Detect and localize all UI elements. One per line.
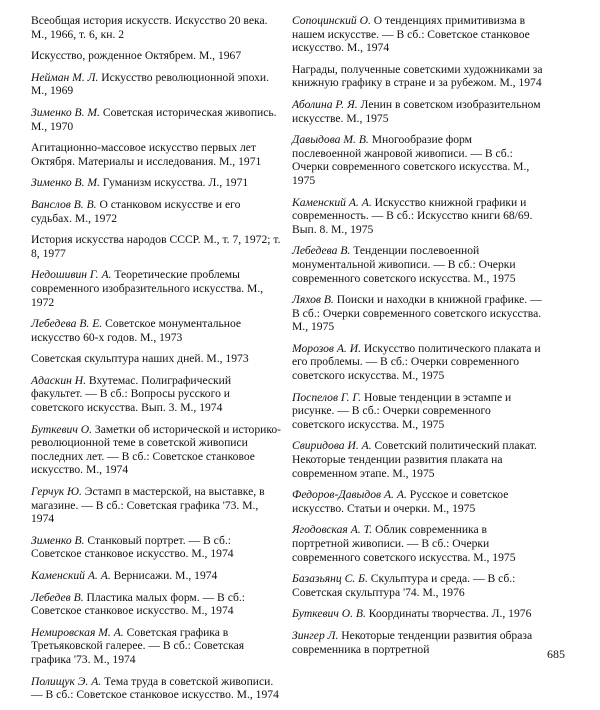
bibliography-entry: Зименко В. Станковый портрет. — В сб.: Советское станковое искусство. М., 1974: [31, 533, 234, 561]
bibliography-entry: Каменский А. А. Искусство книжной графики и современность. — В сб.: Искусство книги 68/69. Вып. 8. М., 1975: [292, 195, 533, 236]
bibliography-entry: Полищук Э. А. Тема труда в советской живописи. — В сб.: Советское станковое искусство. М., 1974: [31, 674, 279, 702]
bibliography-entry: Сопоцинский О. О тенденциях примитивизма в нашем искусстве. — В сб.: Советское станковое искусство. М., 1974: [292, 14, 530, 55]
bibliography-entry: История искусства народов СССР. М., т. 7, 1972; т. 8, 1977: [31, 233, 281, 260]
bibliography-right-column: [292, 14, 544, 664]
bibliography-entry: Агитационно-массовое искусство первых лет Октября. Материалы и исследования. М., 1971: [31, 141, 262, 168]
bibliography-entry: Зименко В. М. Советская историческая живопись. М., 1970: [31, 105, 277, 133]
bibliography-entry: Немировская М. А. Советская графика в Третьяковской галерее. — В сб.: Советская графика '73. М., 1974: [31, 625, 245, 666]
bibliography-entry: Поспелов Г. Г. Новые тенденции в эстампе и рисунке. — В сб.: Очерки современного советского искусства. М., 1975: [292, 390, 512, 431]
page-number: 685: [547, 647, 565, 661]
bibliography-entry: Свиридова И. А. Советский политический плакат. Некоторые тенденции развития плаката на современном этапе. М., 1975: [292, 439, 537, 480]
bibliography-left-column: [31, 14, 283, 710]
bibliography-entry: Всеобщая история искусств. Искусство 20 века. М., 1966, т. 6, кн. 2: [31, 14, 268, 41]
bibliography-entry: Награды, полученные советскими художниками за книжную графику в стране и за рубежом. М., 1974: [292, 62, 543, 90]
bibliography-entry: Базазьянц С. Б. Скульптура и среда. — В сб.: Советская скульптура '74. М., 1976: [292, 572, 516, 599]
bibliography-entry: Каменский А. А. Вернисажи. М., 1974: [31, 569, 218, 582]
bibliography-entry: Нейман М. Л. Искусство революционной эпохи. М., 1969: [31, 70, 270, 98]
bibliography-entry: Герчук Ю. Эстамп в мастерской, на выставке, в магазине. — В сб.: Советская графика '73. М., 1974: [31, 485, 265, 526]
bibliography-entry: Лебедев В. Пластика малых форм. — В сб.: Советское станковое искусство. М., 1974: [31, 590, 245, 618]
bibliography-entry: Федоров-Давыдов А. А. Русское и советское искусство. Статьи и очерки. М., 1975: [292, 488, 509, 515]
bibliography-entry: Советская скульптура наших дней. М., 1973: [31, 352, 249, 366]
bibliography-entry: Искусство, рожденное Октябрем. М., 1967: [31, 49, 242, 63]
bibliography-entry: Аболина Р. Я. Ленин в советском изобразительном искусстве. М., 1975: [292, 97, 541, 125]
bibliography-entry: Ляхов В. Поиски и находки в книжной графике. — В сб.: Очерки современного советского искусства. М., 1975: [292, 293, 542, 334]
bibliography-entry: Зименко В. М. Гуманизм искусства. Л., 1971: [31, 176, 249, 190]
bibliography-entry: Зингер Л. Некоторые тенденции развития образа современника в портретной: [292, 628, 533, 656]
bibliography-entry: Лебедева В. Тенденции послевоенной монументальной живописи. — В сб.: Очерки современного советского искусства. М., 1975: [292, 244, 516, 285]
bibliography-entry: Буткевич О. В. Координаты творчества. Л., 1976: [292, 607, 532, 621]
bibliography-entry: Лебедева В. Е. Советское монументальное искусство 60-х годов. М., 1973: [31, 317, 242, 344]
bibliography-entry: Ягодовская А. Т. Облик современника в портретной живописи. — В сб.: Очерки современного советского искусства. М., 1975: [292, 523, 516, 564]
bibliography-entry: Буткевич О. Заметки об исторической и историко-революционной теме в советской живописи последних лет. — В сб.: Советское станковое искусство. М., 1974: [31, 422, 282, 477]
bibliography-entry: Давыдова М. В. Многообразие форм послевоенной жанровой живописи. — В сб.: Очерки современного советского искусства. М., 1975: [292, 133, 530, 187]
bibliography-entry: Ванслов В. В. О станковом искусстве и его судьбах. М., 1972: [31, 197, 241, 225]
bibliography-entry: Морозов А. И. Искусство политического плаката и его проблемы. — В сб.: Очерки современного советского искусства. М., 1975: [292, 341, 541, 383]
bibliography-entry: Адаскин Н. Вхутемас. Полиграфический факультет. — В сб.: Вопросы русского и советского искусства. Вып. 3. М., 1974: [31, 373, 232, 415]
bibliography-entry: Недошивин Г. А. Теоретические проблемы современного изобразительного искусства. М., 1972: [31, 268, 264, 309]
